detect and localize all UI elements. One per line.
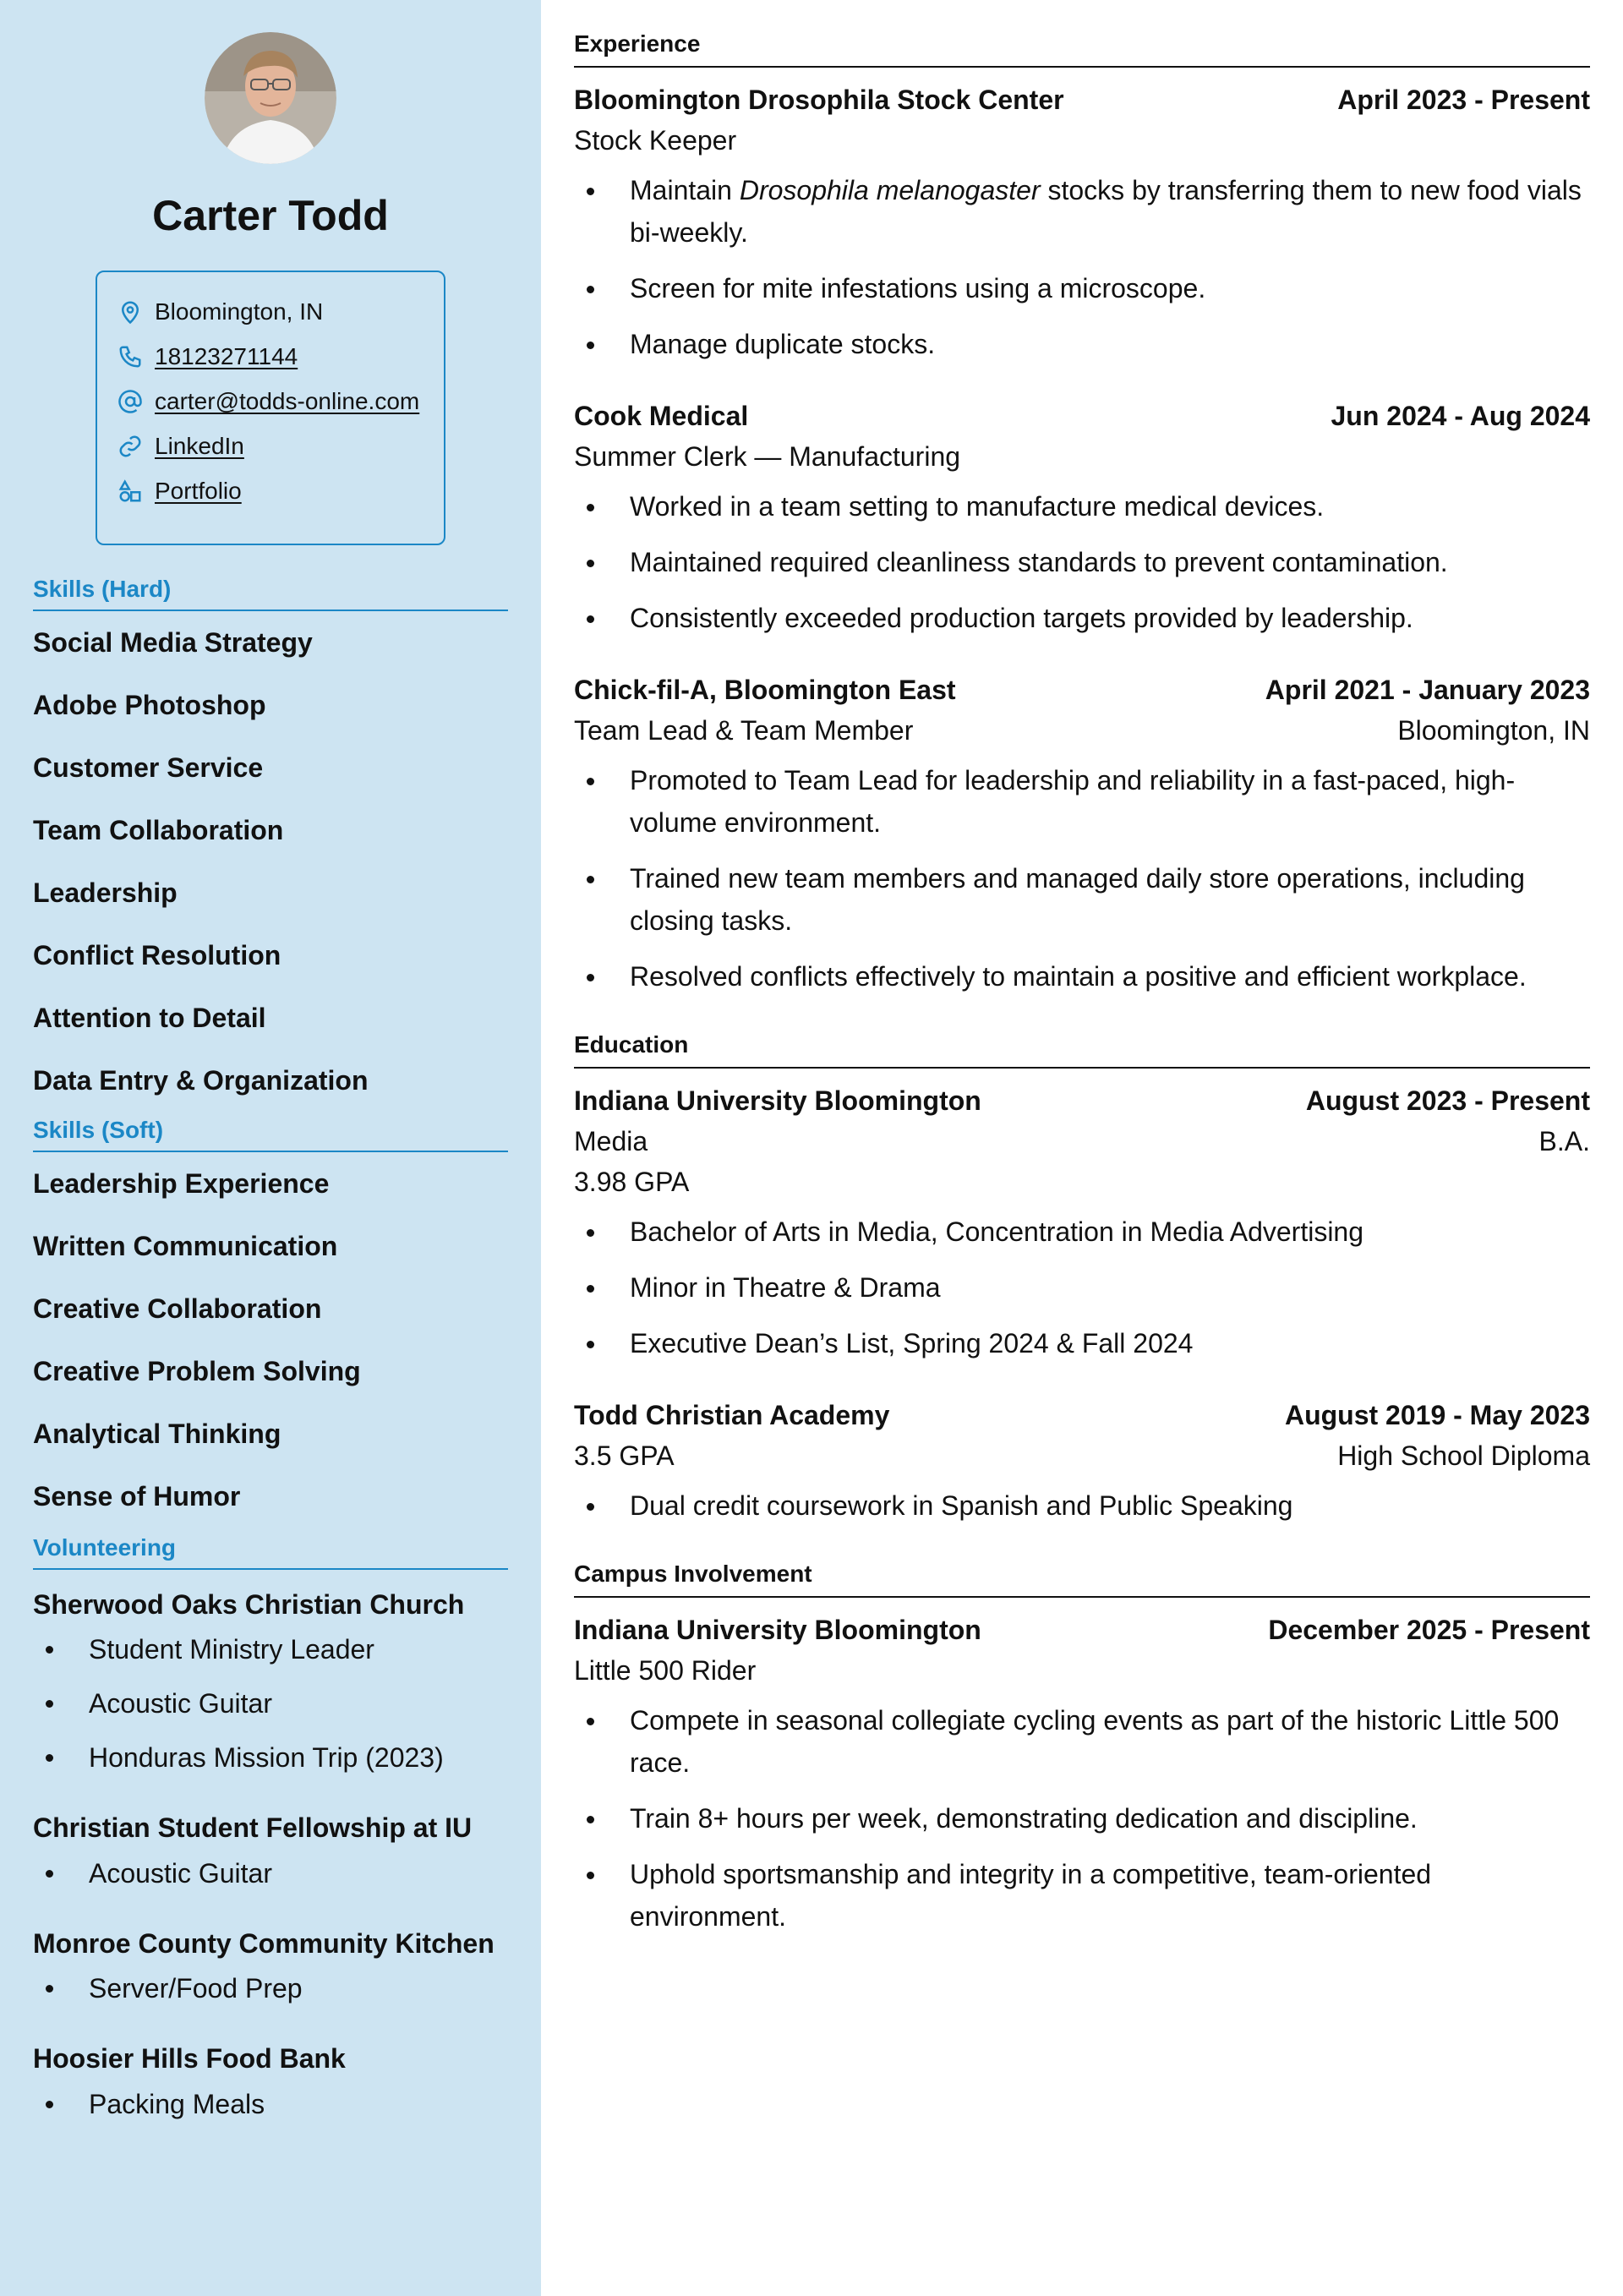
contact-email[interactable] xyxy=(117,379,424,424)
list-item: Resolved conflicts effectively to maintain a positive and efficient workplace. xyxy=(574,955,1590,998)
candidate-name: Carter Todd xyxy=(152,192,389,239)
job-role: Team Lead & Team Member xyxy=(574,715,914,746)
job-location: Bloomington, IN xyxy=(1397,715,1590,746)
school-entry xyxy=(574,1395,1590,1527)
skill-item: Data Entry & Organization xyxy=(33,1064,369,1096)
volunteer-org: Hoosier Hills Food Bank xyxy=(33,2043,346,2075)
job-entry xyxy=(574,396,1590,639)
job-dates: Jun 2024 - Aug 2024 xyxy=(1331,401,1590,431)
job-dates: April 2023 - Present xyxy=(1337,85,1590,115)
contact-portfolio[interactable] xyxy=(117,468,424,513)
location-text: Bloomington, IN xyxy=(155,298,324,325)
skill-item: Creative Collaboration xyxy=(33,1293,322,1324)
job-bullets xyxy=(574,759,1590,998)
list-item: Consistently exceeded production targets provided by leadership. xyxy=(574,597,1590,639)
main-content xyxy=(541,0,1623,2296)
school-bullets xyxy=(574,1484,1590,1527)
list-item: Server/Food Prep xyxy=(33,1968,508,2009)
list-item: Acoustic Guitar xyxy=(33,1853,508,1894)
skill-item: Leadership xyxy=(33,877,178,908)
portfolio-link[interactable]: Portfolio xyxy=(155,477,242,504)
job-org: Bloomington Drosophila Stock Center xyxy=(574,85,1064,115)
email-link[interactable]: carter@todds-online.com xyxy=(155,387,420,414)
job-dates: April 2021 - January 2023 xyxy=(1265,675,1590,705)
skills-soft-section xyxy=(33,1117,508,1528)
skill-item: Social Media Strategy xyxy=(33,626,313,658)
volunteering-heading: Volunteering xyxy=(33,1534,508,1570)
skill-item: Leadership Experience xyxy=(33,1167,330,1199)
bullet-text: Maintain xyxy=(630,175,740,205)
volunteer-org: Christian Student Fellowship at IU xyxy=(33,1812,473,1844)
list-item: Dual credit coursework in Spanish and Public Speaking xyxy=(574,1484,1590,1527)
list-item: Executive Dean’s List, Spring 2024 & Fall 2024 xyxy=(574,1322,1590,1364)
list-item: Compete in seasonal collegiate cycling events as part of the historic Little 500 race. xyxy=(574,1699,1590,1784)
education-section xyxy=(574,1031,1590,1527)
experience-section xyxy=(574,30,1590,998)
campus-dates: December 2025 - Present xyxy=(1268,1615,1590,1645)
at-sign-icon xyxy=(117,389,143,414)
job-org: Chick-fil-A, Bloomington East xyxy=(574,675,956,705)
skill-item: Creative Problem Solving xyxy=(33,1355,361,1386)
school-field: Media xyxy=(574,1126,648,1156)
linkedin-link[interactable]: LinkedIn xyxy=(155,432,244,459)
school-name: Todd Christian Academy xyxy=(574,1400,890,1430)
bullet-text: stocks by transferring them to new food vials bi-weekly. xyxy=(630,175,1582,248)
job-role: Stock Keeper xyxy=(574,125,737,156)
volunteer-roles xyxy=(33,1629,508,1778)
school-dates: August 2023 - Present xyxy=(1305,1085,1590,1116)
job-bullets xyxy=(574,169,1590,365)
list-item: Uphold sportsmanship and integrity in a competitive, team-oriented environment. xyxy=(574,1853,1590,1938)
list-item: Worked in a team setting to manufacture medical devices. xyxy=(574,485,1590,528)
school-entry xyxy=(574,1080,1590,1364)
contact-location xyxy=(117,289,424,334)
list-item: Manage duplicate stocks. xyxy=(574,323,1590,365)
education-heading: Education xyxy=(574,1031,1590,1069)
link-icon xyxy=(117,434,143,459)
skill-item: Customer Service xyxy=(33,752,264,783)
list-item: Trained new team members and managed daily store operations, including closing tasks. xyxy=(574,857,1590,942)
job-role: Summer Clerk — Manufacturing xyxy=(574,441,961,472)
experience-heading: Experience xyxy=(574,30,1590,68)
school-degree: B.A. xyxy=(1538,1126,1590,1156)
list-item: Honduras Mission Trip (2023) xyxy=(33,1737,508,1778)
profile-photo xyxy=(205,32,336,164)
job-org: Cook Medical xyxy=(574,401,749,431)
contact-box xyxy=(96,271,445,545)
school-bullets xyxy=(574,1211,1590,1364)
skills-soft-list xyxy=(33,1152,508,1528)
job-entry xyxy=(574,79,1590,365)
volunteer-org: Sherwood Oaks Christian Church xyxy=(33,1589,465,1620)
list-item: Student Ministry Leader xyxy=(33,1629,508,1670)
list-item: Packing Meals xyxy=(33,2084,508,2124)
contact-linkedin[interactable] xyxy=(117,424,424,468)
school-degree: High School Diploma xyxy=(1337,1440,1590,1471)
phone-icon xyxy=(117,344,143,369)
list-item: Maintained required cleanliness standards to prevent contamination. xyxy=(574,541,1590,583)
school-name: Indiana University Bloomington xyxy=(574,1085,981,1116)
campus-heading: Campus Involvement xyxy=(574,1561,1590,1598)
list-item xyxy=(574,169,1590,254)
volunteer-roles xyxy=(33,1853,508,1894)
volunteer-roles xyxy=(33,1968,508,2009)
skills-hard-list xyxy=(33,611,508,1112)
volunteer-roles xyxy=(33,2084,508,2124)
list-item: Minor in Theatre & Drama xyxy=(574,1266,1590,1309)
skill-item: Team Collaboration xyxy=(33,814,284,845)
campus-org: Indiana University Bloomington xyxy=(574,1615,981,1645)
list-item: Train 8+ hours per week, demonstrating dedication and discipline. xyxy=(574,1797,1590,1840)
species-name: Drosophila melanogaster xyxy=(739,175,1041,205)
campus-section xyxy=(574,1561,1590,1938)
campus-role: Little 500 Rider xyxy=(574,1655,757,1686)
skills-hard-heading: Skills (Hard) xyxy=(33,576,508,611)
list-item: Screen for mite infestations using a microscope. xyxy=(574,267,1590,309)
school-gpa: 3.5 GPA xyxy=(574,1440,675,1471)
shapes-icon xyxy=(117,478,143,504)
campus-entry xyxy=(574,1610,1590,1938)
volunteering-section xyxy=(33,1534,508,2124)
list-item: Acoustic Guitar xyxy=(33,1683,508,1724)
list-item: Promoted to Team Lead for leadership and reliability in a fast-paced, high-volume environment. xyxy=(574,759,1590,844)
skills-soft-heading: Skills (Soft) xyxy=(33,1117,508,1152)
job-bullets xyxy=(574,485,1590,639)
skill-item: Sense of Humor xyxy=(33,1480,241,1512)
skill-item: Conflict Resolution xyxy=(33,939,281,970)
phone-link[interactable]: 18123271144 xyxy=(155,342,298,369)
location-pin-icon xyxy=(117,299,143,325)
job-entry xyxy=(574,670,1590,998)
campus-bullets xyxy=(574,1699,1590,1938)
list-item: Bachelor of Arts in Media, Concentration in Media Advertising xyxy=(574,1211,1590,1253)
school-dates: August 2019 - May 2023 xyxy=(1284,1400,1590,1430)
school-gpa: 3.98 GPA xyxy=(574,1167,690,1197)
contact-phone[interactable] xyxy=(117,334,424,379)
volunteer-org: Monroe County Community Kitchen xyxy=(33,1927,495,1959)
skill-item: Analytical Thinking xyxy=(33,1418,281,1449)
skill-item: Attention to Detail xyxy=(33,1002,266,1033)
sidebar xyxy=(0,0,541,2296)
skill-item: Written Communication xyxy=(33,1230,338,1261)
skill-item: Adobe Photoshop xyxy=(33,689,266,720)
skills-hard-section xyxy=(33,576,508,1112)
